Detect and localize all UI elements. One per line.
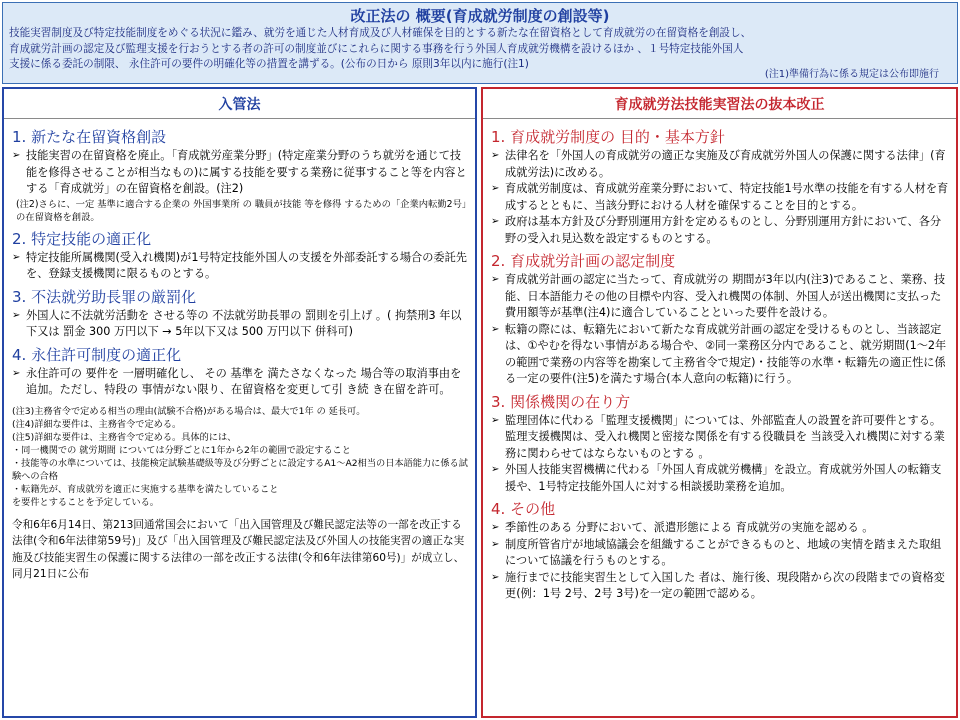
footnote: ・技能等の水準については、技能検定試験基礎級等及び分野ごとに設定するA1～A2相当の日本語能力に係る試験への合格 (12, 457, 468, 482)
section-title: 3. 関係機関の在り方 (491, 392, 631, 411)
list-item: ➢ 施行までに技能実習生として入国した 者は、施行後、現段階から次の段階までの資格変更(例：1号 2号、2号 3号)を一定の範囲で認める。 (491, 570, 950, 603)
note: (注2)さらに、一定 基準に適合する企業の 外国事業所 の 職員が技能 等を修得 するための「企業内転勤2号」の在留資格を創設。 (16, 198, 467, 223)
list-item: ➢ 転籍の際には、転籍先において新たな育成就労計画の認定を受けるものとし、当該認定は、①やむを得ない事情がある場合や、②同一業務区分内であること、就労期間(1～2年の範囲で業務の内容等を勘案して主務省令で規定)・技能等の水準・転籍先の適正性に係る一定の要件(注5)を満たす場合(本人意向の転籍)に行う。 (491, 322, 950, 388)
section-title: 1. 育成就労制度の 目的・基本方針 (491, 128, 725, 146)
header-line: 育成就労計画の認定及び監理支援を行おうとする者の許可の制度並びにこれらに関する事務を行う外国人育成就労機構を設けるほか 、１号特定技能外国人 (9, 42, 744, 55)
footnote: (注3)主務省令で定める相当の理由(試験不合格)がある場合は、最大で1年 の 延長可。 (12, 405, 366, 417)
enactment-note: 令和6年6月14日、第213回通常国会において「出入国管理及び難民認定法等の一部を改正する法律(令和6年法律第59号)」及び「出入国管理及び難民認定法及び外国人の技能実習の適正な実施及び技能実習生の保護に関する法律の一部を改正する法律(令和6年法律第60号)」が成立し、同月21日に公布 (12, 518, 465, 580)
list-item: ➢ 外国人に不法就労活動を させる等の 不法就労助長罪の 罰則を引上げ 。( 拘禁刑3 年以下又は 罰金 300 万円以下 → 5年以下又は 500 万円以下 併科可) (12, 308, 469, 341)
immigration-act-column (2, 87, 477, 718)
training-act-column (481, 87, 958, 718)
list-item: ➢ 育成就労計画の認定に当たって、育成就労の 期間が3年以内(注3)であること、業務、技能、日本語能力その他の目標や内容、受入れ機関の体制、外国人が送出機関に支払った費用額等が基準(注4)に適合していることといった要件を設ける。 (491, 272, 950, 322)
section-title: 2. 育成就労計画の認定制度 (491, 252, 676, 270)
header-line: 技能実習制度及び特定技能制度をめぐる状況に鑑み、就労を通じた人材育成及び人材確保を目的とする新たな在留資格として育成就労の在留資格を創設し、 (9, 27, 752, 39)
page-title: 改正法の 概要(育成就労制度の創設等) (350, 7, 610, 25)
list-item: ➢ 技能実習の在留資格を廃止。「育成就労産業分野」(特定産業分野のうち就労を通じて技能を修得させることが相当なもの)に属する技能を要する業務に従事すること等を内容とする「育成就労」の在留資格を創設。(注2) (12, 148, 469, 198)
list-item: ➢ 育成就労制度は、育成就労産業分野において、特定技能1号水準の技能を有する人材を育成するとともに、当該分野における人材を確保することを目的とする。 (491, 181, 950, 214)
summary-header (2, 2, 958, 84)
column-heading: 入管法 (4, 89, 475, 119)
list-item: ➢ 外国人技能実習機構に代わる「外国人育成就労機構」を設立。育成就労外国人の転籍支援や、1号特定技能外国人に対する相談援助業務を追加。 (491, 462, 950, 495)
list-item: ➢ 監理団体に代わる「監理支援機関」については、外部監査人の設置を許可要件とする。監理支援機関は、受入れ機関と密接な関係を有する役職員を 当該受入れ機関に対する業務に関わらせてはならないものとする 。 (491, 413, 950, 463)
list-item: ➢ 季節性のある 分野において、派遣形態による 育成就労の実施を認める 。 (491, 520, 950, 537)
section-title: 3. 不法就労助長罪の厳罰化 (12, 287, 197, 306)
section-title: 2. 特定技能の適正化 (12, 229, 152, 248)
list-item: ➢ 永住許可の 要件を 一層明確化し、 その 基準を 満たさなくなった 場合等の取消事由を追加。ただし、特段の 事情がない限り、在留資格を変更して引 き続 き在留を許可。 (12, 366, 469, 399)
list-item: ➢ 政府は基本方針及び分野別運用方針を定めるものとし、分野別運用方針において、各分野の受入れ見込数を設定するものとする。 (491, 214, 950, 247)
section-title: 1. 新たな在留資格創設 (12, 128, 167, 146)
header-line: 支援に係る委託の制限、 永住許可の要件の明確化等の措置を講ずる。(公布の日から 原則3年以内に施行(注1) (9, 58, 529, 70)
section-title: 4. 永住許可制度の適正化 (12, 345, 182, 364)
header-footnote: (注1)準備行為に係る規定は公布即施行 (764, 69, 939, 80)
section-title: 4. その他 (491, 500, 556, 518)
footnote: (注5)詳細な要件は、主務省令で定める。具体的には、 (12, 431, 237, 443)
footnote: (注4)詳細な要件は、主務省令で定める。 (12, 418, 182, 430)
column-heading: 育成就労法技能実習法の抜本改正 (483, 89, 956, 119)
list-item: ➢ 特定技能所属機関(受入れ機関)が1号特定技能外国人の支援を外部委託する場合の委託先を、登録支援機関に限るものとする。 (12, 250, 469, 283)
footnote: を要件とすることを予定している。 (12, 496, 159, 508)
footnote: ・転籍先が、育成就労を適正に実施する基準を満たしていること (12, 483, 279, 495)
list-item: ➢ 制度所管省庁が地域協議会を組織することができるものと、地域の実情を踏まえた取組について協議を行うものとする。 (491, 537, 950, 570)
list-item: ➢ 法律名を「外国人の育成就労の適正な実施及び育成就労外国人の保護に関する法律」(育成就労法)に改める。 (491, 148, 950, 181)
footnote: ・同一機関での 就労期間 については分野ごとに1年から2年の範囲で設定すること (12, 444, 351, 456)
